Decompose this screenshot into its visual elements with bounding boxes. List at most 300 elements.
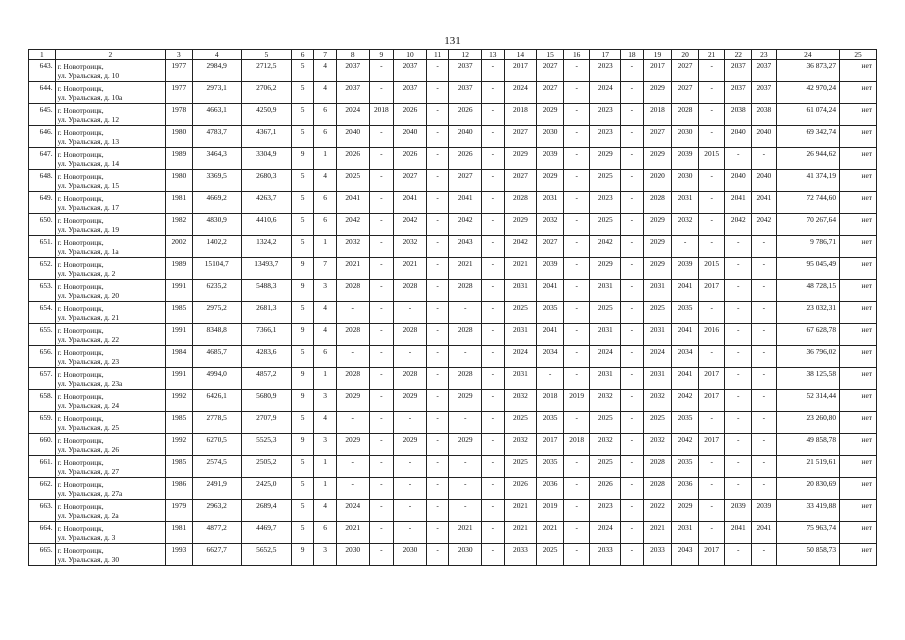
table-row bbox=[29, 126, 877, 148]
cell-col-11: - bbox=[426, 324, 449, 346]
cell-col-13: - bbox=[482, 544, 505, 566]
cell-col-24: 95 045,49 bbox=[776, 258, 839, 280]
cell-col-3: 1979 bbox=[166, 500, 193, 522]
table-header bbox=[29, 50, 877, 60]
cell-col-22: 2037 bbox=[725, 60, 752, 82]
cell-col-10: 2026 bbox=[394, 148, 427, 170]
cell-col-12: 2029 bbox=[449, 434, 482, 456]
cell-col-3: 1985 bbox=[166, 456, 193, 478]
cell-col-6: 9 bbox=[291, 368, 314, 390]
cell-col-15: 2031 bbox=[537, 192, 564, 214]
cell-col-2: г. Новотроицк, ул. Уральская, д. 10а bbox=[55, 82, 165, 104]
cell-col-3: 1989 bbox=[166, 148, 193, 170]
cell-col-25: нет bbox=[840, 126, 877, 148]
cell-col-8: 2026 bbox=[336, 148, 369, 170]
cell-col-16: - bbox=[563, 280, 590, 302]
cell-col-13: - bbox=[482, 500, 505, 522]
cell-col-12: 2026 bbox=[449, 148, 482, 170]
cell-col-23: 2041 bbox=[752, 522, 777, 544]
cell-col-6: 5 bbox=[291, 236, 314, 258]
cell-col-8: - bbox=[336, 456, 369, 478]
cell-col-18: - bbox=[621, 522, 644, 544]
cell-col-11: - bbox=[426, 170, 449, 192]
cell-col-3: 1991 bbox=[166, 368, 193, 390]
cell-col-16: - bbox=[563, 170, 590, 192]
cell-col-8: 2028 bbox=[336, 280, 369, 302]
cell-col-15: 2034 bbox=[537, 346, 564, 368]
cell-col-8: 2041 bbox=[336, 192, 369, 214]
cell-col-17: 2029 bbox=[590, 148, 621, 170]
cell-col-16: - bbox=[563, 412, 590, 434]
cell-col-3: 1991 bbox=[166, 280, 193, 302]
cell-col-18: - bbox=[621, 236, 644, 258]
cell-col-8: 2021 bbox=[336, 522, 369, 544]
cell-col-25: нет bbox=[840, 302, 877, 324]
cell-col-2: г. Новотроицк, ул. Уральская, д. 20 bbox=[55, 280, 165, 302]
cell-col-20: 2034 bbox=[672, 346, 699, 368]
cell-col-16: - bbox=[563, 236, 590, 258]
cell-col-5: 4250,9 bbox=[241, 104, 291, 126]
cell-col-6: 5 bbox=[291, 456, 314, 478]
cell-col-3: 1984 bbox=[166, 346, 193, 368]
cell-col-22: 2042 bbox=[725, 214, 752, 236]
cell-col-7: 1 bbox=[314, 368, 337, 390]
cell-col-3: 1977 bbox=[166, 60, 193, 82]
cell-col-5: 5652,5 bbox=[241, 544, 291, 566]
cell-col-19: 2025 bbox=[643, 412, 672, 434]
cell-col-25: нет bbox=[840, 544, 877, 566]
cell-col-6: 9 bbox=[291, 434, 314, 456]
cell-col-3: 1982 bbox=[166, 214, 193, 236]
cell-col-3: 1989 bbox=[166, 258, 193, 280]
cell-col-12: 2026 bbox=[449, 104, 482, 126]
cell-col-15: 2029 bbox=[537, 104, 564, 126]
cell-col-4: 1402,2 bbox=[192, 236, 241, 258]
cell-col-8: 2029 bbox=[336, 390, 369, 412]
cell-col-1: 657. bbox=[29, 368, 56, 390]
table-row bbox=[29, 104, 877, 126]
cell-col-15: 2018 bbox=[537, 390, 564, 412]
cell-col-19: 2029 bbox=[643, 148, 672, 170]
cell-col-9: 2018 bbox=[369, 104, 394, 126]
cell-col-24: 50 858,73 bbox=[776, 544, 839, 566]
cell-col-1: 646. bbox=[29, 126, 56, 148]
cell-col-18: - bbox=[621, 82, 644, 104]
cell-col-6: 5 bbox=[291, 302, 314, 324]
cell-col-19: 2028 bbox=[643, 478, 672, 500]
cell-col-10: 2029 bbox=[394, 434, 427, 456]
cell-col-19: 2021 bbox=[643, 522, 672, 544]
cell-col-9: - bbox=[369, 478, 394, 500]
cell-col-24: 41 374,19 bbox=[776, 170, 839, 192]
cell-col-7: 4 bbox=[314, 170, 337, 192]
cell-col-9: - bbox=[369, 522, 394, 544]
cell-col-5: 2707,9 bbox=[241, 412, 291, 434]
cell-col-25: нет bbox=[840, 434, 877, 456]
cell-col-15: 2036 bbox=[537, 478, 564, 500]
cell-col-10: - bbox=[394, 478, 427, 500]
cell-col-23: - bbox=[752, 148, 777, 170]
cell-col-6: 9 bbox=[291, 280, 314, 302]
cell-col-8: 2042 bbox=[336, 214, 369, 236]
cell-col-1: 655. bbox=[29, 324, 56, 346]
cell-col-20: 2041 bbox=[672, 324, 699, 346]
cell-col-22: - bbox=[725, 390, 752, 412]
cell-col-13: - bbox=[482, 390, 505, 412]
cell-col-18: - bbox=[621, 104, 644, 126]
cell-col-25: нет bbox=[840, 368, 877, 390]
table-row bbox=[29, 522, 877, 544]
cell-col-14: 2031 bbox=[504, 368, 537, 390]
cell-col-19: 2033 bbox=[643, 544, 672, 566]
cell-col-15: - bbox=[537, 368, 564, 390]
cell-col-11: - bbox=[426, 258, 449, 280]
cell-col-24: 33 419,88 bbox=[776, 500, 839, 522]
cell-col-20: 2032 bbox=[672, 214, 699, 236]
cell-col-3: 1981 bbox=[166, 522, 193, 544]
cell-col-18: - bbox=[621, 258, 644, 280]
cell-col-1: 663. bbox=[29, 500, 56, 522]
cell-col-15: 2041 bbox=[537, 324, 564, 346]
cell-col-6: 9 bbox=[291, 544, 314, 566]
column-header-22: 22 bbox=[725, 50, 752, 60]
cell-col-16: - bbox=[563, 346, 590, 368]
cell-col-23: - bbox=[752, 280, 777, 302]
column-header-17: 17 bbox=[590, 50, 621, 60]
cell-col-2: г. Новотроицк, ул. Уральская, д. 25 bbox=[55, 412, 165, 434]
cell-col-6: 5 bbox=[291, 412, 314, 434]
cell-col-20: 2030 bbox=[672, 126, 699, 148]
cell-col-12: - bbox=[449, 500, 482, 522]
cell-col-3: 2002 bbox=[166, 236, 193, 258]
cell-col-18: - bbox=[621, 368, 644, 390]
cell-col-17: 2032 bbox=[590, 390, 621, 412]
cell-col-19: 2031 bbox=[643, 280, 672, 302]
cell-col-22: 2038 bbox=[725, 104, 752, 126]
cell-col-12: 2027 bbox=[449, 170, 482, 192]
cell-col-20: 2030 bbox=[672, 170, 699, 192]
cell-col-11: - bbox=[426, 478, 449, 500]
cell-col-13: - bbox=[482, 368, 505, 390]
cell-col-8: - bbox=[336, 412, 369, 434]
cell-col-5: 1324,2 bbox=[241, 236, 291, 258]
cell-col-22: - bbox=[725, 412, 752, 434]
cell-col-17: 2031 bbox=[590, 280, 621, 302]
cell-col-12: 2029 bbox=[449, 390, 482, 412]
cell-col-25: нет bbox=[840, 82, 877, 104]
cell-col-22: 2041 bbox=[725, 522, 752, 544]
table-row bbox=[29, 60, 877, 82]
cell-col-4: 6426,1 bbox=[192, 390, 241, 412]
cell-col-3: 1986 bbox=[166, 478, 193, 500]
table-body bbox=[29, 60, 877, 566]
cell-col-18: - bbox=[621, 148, 644, 170]
cell-col-14: 2025 bbox=[504, 302, 537, 324]
capital-repair-table bbox=[28, 49, 877, 566]
cell-col-18: - bbox=[621, 126, 644, 148]
cell-col-17: 2025 bbox=[590, 412, 621, 434]
table-row bbox=[29, 478, 877, 500]
cell-col-14: 2033 bbox=[504, 544, 537, 566]
cell-col-13: - bbox=[482, 522, 505, 544]
cell-col-2: г. Новотроицк, ул. Уральская, д. 21 bbox=[55, 302, 165, 324]
cell-col-10: - bbox=[394, 346, 427, 368]
cell-col-14: 2029 bbox=[504, 148, 537, 170]
table-row bbox=[29, 390, 877, 412]
cell-col-15: 2017 bbox=[537, 434, 564, 456]
cell-col-2: г. Новотроицк, ул. Уральская, д. 30 bbox=[55, 544, 165, 566]
cell-col-18: - bbox=[621, 192, 644, 214]
cell-col-5: 5525,3 bbox=[241, 434, 291, 456]
cell-col-9: - bbox=[369, 280, 394, 302]
cell-col-17: 2024 bbox=[590, 346, 621, 368]
cell-col-25: нет bbox=[840, 104, 877, 126]
cell-col-16: 2018 bbox=[563, 434, 590, 456]
cell-col-11: - bbox=[426, 500, 449, 522]
cell-col-10: 2042 bbox=[394, 214, 427, 236]
cell-col-13: - bbox=[482, 280, 505, 302]
cell-col-16: - bbox=[563, 104, 590, 126]
cell-col-15: 2035 bbox=[537, 412, 564, 434]
column-header-25: 25 bbox=[840, 50, 877, 60]
cell-col-7: 4 bbox=[314, 324, 337, 346]
cell-col-16: - bbox=[563, 544, 590, 566]
cell-col-5: 2712,5 bbox=[241, 60, 291, 82]
cell-col-13: - bbox=[482, 346, 505, 368]
cell-col-10: - bbox=[394, 456, 427, 478]
cell-col-8: - bbox=[336, 302, 369, 324]
cell-col-17: 2025 bbox=[590, 170, 621, 192]
cell-col-18: - bbox=[621, 478, 644, 500]
cell-col-2: г. Новотроицк, ул. Уральская, д. 27а bbox=[55, 478, 165, 500]
cell-col-11: - bbox=[426, 104, 449, 126]
cell-col-2: г. Новотроицк, ул. Уральская, д. 2а bbox=[55, 500, 165, 522]
cell-col-1: 656. bbox=[29, 346, 56, 368]
cell-col-21: - bbox=[698, 478, 725, 500]
cell-col-9: - bbox=[369, 544, 394, 566]
cell-col-16: - bbox=[563, 82, 590, 104]
cell-col-10: - bbox=[394, 412, 427, 434]
cell-col-10: 2040 bbox=[394, 126, 427, 148]
cell-col-21: - bbox=[698, 522, 725, 544]
cell-col-20: 2031 bbox=[672, 522, 699, 544]
cell-col-20: 2028 bbox=[672, 104, 699, 126]
cell-col-12: 2043 bbox=[449, 236, 482, 258]
cell-col-6: 5 bbox=[291, 192, 314, 214]
cell-col-16: - bbox=[563, 456, 590, 478]
cell-col-23: - bbox=[752, 346, 777, 368]
cell-col-2: г. Новотроицк, ул. Уральская, д. 12 bbox=[55, 104, 165, 126]
cell-col-16: - bbox=[563, 368, 590, 390]
cell-col-18: - bbox=[621, 60, 644, 82]
cell-col-21: - bbox=[698, 60, 725, 82]
cell-col-2: г. Новотроицк, ул. Уральская, д. 22 bbox=[55, 324, 165, 346]
cell-col-4: 4994,0 bbox=[192, 368, 241, 390]
column-header-3: 3 bbox=[166, 50, 193, 60]
cell-col-7: 7 bbox=[314, 258, 337, 280]
cell-col-3: 1981 bbox=[166, 192, 193, 214]
cell-col-2: г. Новотроицк, ул. Уральская, д. 2 bbox=[55, 258, 165, 280]
cell-col-10: 2037 bbox=[394, 82, 427, 104]
cell-col-21: 2015 bbox=[698, 258, 725, 280]
cell-col-13: - bbox=[482, 434, 505, 456]
cell-col-7: 4 bbox=[314, 500, 337, 522]
cell-col-14: 2031 bbox=[504, 280, 537, 302]
cell-col-12: 2042 bbox=[449, 214, 482, 236]
cell-col-12: 2030 bbox=[449, 544, 482, 566]
cell-col-8: 2028 bbox=[336, 324, 369, 346]
cell-col-20: 2035 bbox=[672, 302, 699, 324]
cell-col-20: 2043 bbox=[672, 544, 699, 566]
cell-col-7: 6 bbox=[314, 522, 337, 544]
cell-col-5: 5680,9 bbox=[241, 390, 291, 412]
cell-col-18: - bbox=[621, 500, 644, 522]
cell-col-21: - bbox=[698, 192, 725, 214]
cell-col-22: - bbox=[725, 478, 752, 500]
cell-col-7: 4 bbox=[314, 60, 337, 82]
cell-col-3: 1993 bbox=[166, 544, 193, 566]
cell-col-19: 2032 bbox=[643, 434, 672, 456]
cell-col-21: - bbox=[698, 104, 725, 126]
cell-col-22: 2041 bbox=[725, 192, 752, 214]
cell-col-3: 1980 bbox=[166, 170, 193, 192]
cell-col-4: 4877,2 bbox=[192, 522, 241, 544]
cell-col-1: 644. bbox=[29, 82, 56, 104]
cell-col-15: 2039 bbox=[537, 148, 564, 170]
cell-col-13: - bbox=[482, 236, 505, 258]
column-header-21: 21 bbox=[698, 50, 725, 60]
cell-col-9: - bbox=[369, 60, 394, 82]
table-row bbox=[29, 214, 877, 236]
cell-col-24: 42 970,24 bbox=[776, 82, 839, 104]
cell-col-2: г. Новотроицк, ул. Уральская, д. 17 bbox=[55, 192, 165, 214]
cell-col-2: г. Новотроицк, ул. Уральская, д. 15 bbox=[55, 170, 165, 192]
column-header-9: 9 bbox=[369, 50, 394, 60]
cell-col-21: 2017 bbox=[698, 368, 725, 390]
cell-col-19: 2025 bbox=[643, 302, 672, 324]
cell-col-7: 6 bbox=[314, 346, 337, 368]
cell-col-12: - bbox=[449, 412, 482, 434]
cell-col-25: нет bbox=[840, 324, 877, 346]
cell-col-2: г. Новотроицк, ул. Уральская, д. 24 bbox=[55, 390, 165, 412]
cell-col-15: 2029 bbox=[537, 170, 564, 192]
cell-col-23: - bbox=[752, 324, 777, 346]
cell-col-24: 67 628,78 bbox=[776, 324, 839, 346]
cell-col-16: 2019 bbox=[563, 390, 590, 412]
cell-col-6: 5 bbox=[291, 60, 314, 82]
cell-col-23: - bbox=[752, 434, 777, 456]
cell-col-2: г. Новотроицк, ул. Уральская, д. 14 bbox=[55, 148, 165, 170]
cell-col-2: г. Новотроицк, ул. Уральская, д. 26 bbox=[55, 434, 165, 456]
cell-col-14: 2025 bbox=[504, 412, 537, 434]
cell-col-11: - bbox=[426, 236, 449, 258]
cell-col-16: - bbox=[563, 522, 590, 544]
cell-col-23: - bbox=[752, 368, 777, 390]
cell-col-24: 48 728,15 bbox=[776, 280, 839, 302]
cell-col-20: 2036 bbox=[672, 478, 699, 500]
column-header-20: 20 bbox=[672, 50, 699, 60]
cell-col-25: нет bbox=[840, 478, 877, 500]
cell-col-17: 2031 bbox=[590, 324, 621, 346]
cell-col-8: 2040 bbox=[336, 126, 369, 148]
cell-col-1: 648. bbox=[29, 170, 56, 192]
cell-col-25: нет bbox=[840, 214, 877, 236]
cell-col-8: 2037 bbox=[336, 82, 369, 104]
cell-col-12: 2040 bbox=[449, 126, 482, 148]
cell-col-22: - bbox=[725, 544, 752, 566]
cell-col-19: 2020 bbox=[643, 170, 672, 192]
cell-col-22: - bbox=[725, 236, 752, 258]
cell-col-16: - bbox=[563, 148, 590, 170]
cell-col-5: 13493,7 bbox=[241, 258, 291, 280]
cell-col-25: нет bbox=[840, 170, 877, 192]
column-header-4: 4 bbox=[192, 50, 241, 60]
cell-col-24: 9 786,71 bbox=[776, 236, 839, 258]
cell-col-11: - bbox=[426, 544, 449, 566]
cell-col-18: - bbox=[621, 302, 644, 324]
cell-col-21: 2017 bbox=[698, 390, 725, 412]
cell-col-18: - bbox=[621, 170, 644, 192]
cell-col-4: 2984,9 bbox=[192, 60, 241, 82]
cell-col-23: 2040 bbox=[752, 126, 777, 148]
column-header-12: 12 bbox=[449, 50, 482, 60]
cell-col-15: 2035 bbox=[537, 456, 564, 478]
cell-col-11: - bbox=[426, 82, 449, 104]
cell-col-12: 2021 bbox=[449, 258, 482, 280]
cell-col-10: 2029 bbox=[394, 390, 427, 412]
cell-col-18: - bbox=[621, 544, 644, 566]
cell-col-14: 2017 bbox=[504, 60, 537, 82]
cell-col-1: 651. bbox=[29, 236, 56, 258]
cell-col-5: 2689,4 bbox=[241, 500, 291, 522]
cell-col-1: 654. bbox=[29, 302, 56, 324]
cell-col-17: 2031 bbox=[590, 368, 621, 390]
table-row bbox=[29, 346, 877, 368]
cell-col-14: 2029 bbox=[504, 214, 537, 236]
cell-col-10: - bbox=[394, 500, 427, 522]
cell-col-24: 36 873,27 bbox=[776, 60, 839, 82]
cell-col-10: 2028 bbox=[394, 280, 427, 302]
cell-col-23: 2041 bbox=[752, 192, 777, 214]
cell-col-25: нет bbox=[840, 148, 877, 170]
cell-col-19: 2031 bbox=[643, 368, 672, 390]
cell-col-6: 5 bbox=[291, 478, 314, 500]
cell-col-14: 2021 bbox=[504, 522, 537, 544]
cell-col-1: 660. bbox=[29, 434, 56, 456]
cell-col-24: 36 796,02 bbox=[776, 346, 839, 368]
cell-col-18: - bbox=[621, 214, 644, 236]
cell-col-13: - bbox=[482, 148, 505, 170]
cell-col-8: 2025 bbox=[336, 170, 369, 192]
cell-col-11: - bbox=[426, 126, 449, 148]
cell-col-16: - bbox=[563, 214, 590, 236]
cell-col-15: 2035 bbox=[537, 302, 564, 324]
cell-col-10: 2021 bbox=[394, 258, 427, 280]
cell-col-1: 643. bbox=[29, 60, 56, 82]
cell-col-20: 2041 bbox=[672, 368, 699, 390]
cell-col-17: 2042 bbox=[590, 236, 621, 258]
cell-col-8: - bbox=[336, 346, 369, 368]
cell-col-1: 650. bbox=[29, 214, 56, 236]
cell-col-24: 21 519,61 bbox=[776, 456, 839, 478]
cell-col-2: г. Новотроицк, ул. Уральская, д. 23а bbox=[55, 368, 165, 390]
column-header-5: 5 bbox=[241, 50, 291, 60]
table-row bbox=[29, 324, 877, 346]
cell-col-17: 2023 bbox=[590, 126, 621, 148]
cell-col-15: 2041 bbox=[537, 280, 564, 302]
table-row bbox=[29, 236, 877, 258]
cell-col-4: 15104,7 bbox=[192, 258, 241, 280]
